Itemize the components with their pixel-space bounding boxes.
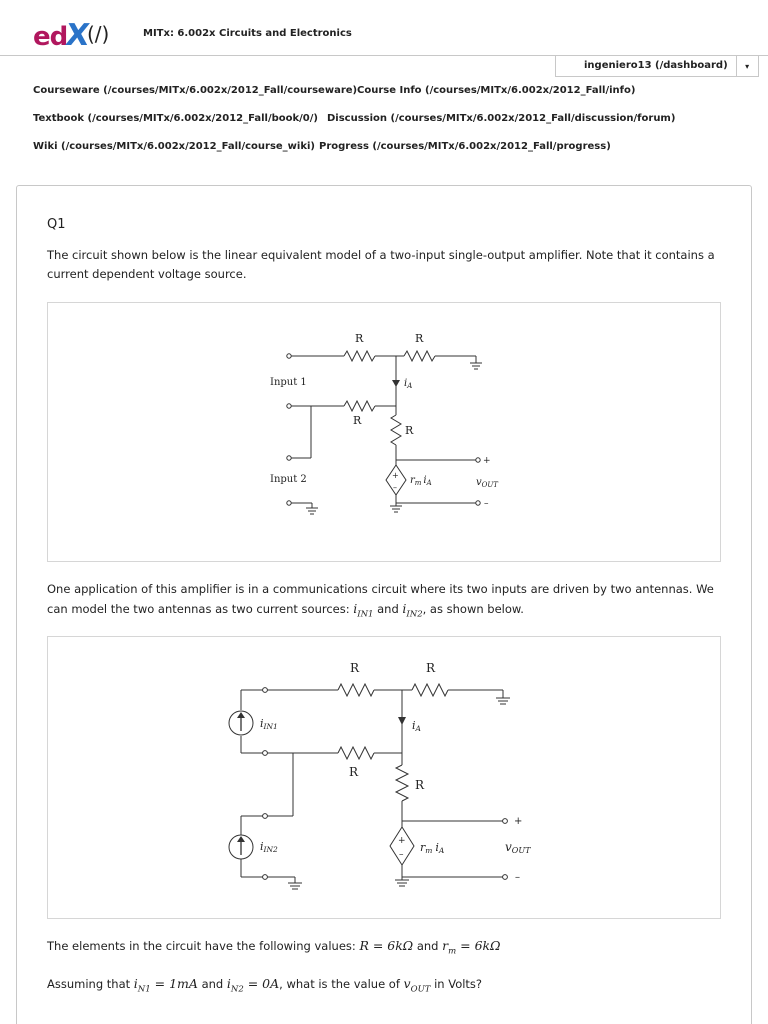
svg-text:rmiA: [410, 475, 432, 487]
antenna-paragraph: [47, 580, 727, 625]
label-r-top-right: R: [415, 332, 424, 345]
label-r-mid: R: [349, 765, 359, 779]
label-input-1: Input 1: [270, 377, 307, 388]
label-r-vertical: R: [415, 778, 425, 792]
label-rm: r: [410, 475, 415, 486]
svg-text:vOUT: [476, 477, 499, 489]
values-paragraph: [47, 936, 727, 962]
math-in2-sub: IN2: [406, 609, 423, 620]
site-header: [0, 0, 768, 56]
label-ia-sub: A: [415, 724, 421, 733]
label-vout: v: [505, 840, 512, 854]
source-plus: +: [398, 836, 406, 846]
problem-intro: The circuit shown below is the linear equivalent model of a two-input single-output amplifier. Note that it contains a current dependent voltage source.: [47, 248, 715, 281]
label-rm-i-sub: A: [438, 846, 445, 855]
math-q-in1: [133, 976, 198, 995]
math-rm-sub: m: [448, 946, 457, 957]
label-vout-sub: OUT: [511, 846, 531, 855]
label-minus: –: [484, 499, 489, 509]
logo-glyph-e: e: [33, 22, 50, 52]
antenna-text-and: and: [373, 602, 403, 616]
math-q-in1-base: i: [133, 976, 138, 991]
svg-text:iIN1: [260, 717, 278, 731]
label-ia: i: [404, 378, 408, 389]
svg-text:vOUT: [505, 840, 531, 855]
label-ia-sub: A: [407, 382, 413, 390]
problem-title: Q1: [47, 217, 66, 232]
math-q-in2-base: i: [226, 976, 231, 991]
antenna-text-post: , as shown below.: [422, 602, 524, 616]
label-r-mid: R: [353, 414, 362, 427]
label-in2-sub: IN2: [263, 845, 278, 854]
math-in2: [402, 601, 423, 620]
nav-courseware[interactable]: Courseware (/courses/MITx/6.002x/2012_Fall/courseware): [33, 85, 358, 96]
current-arrow-icon: [398, 717, 406, 725]
question-text-and: and: [197, 977, 227, 991]
math-q-in2: [226, 976, 280, 995]
values-text-pre: The elements in the circuit have the following values:: [47, 939, 360, 953]
nav-textbook[interactable]: Textbook (/courses/MITx/6.002x/2012_Fall/book/0/): [33, 113, 318, 124]
label-ia: i: [412, 719, 416, 732]
math-rm-base: r: [442, 938, 449, 953]
label-vout-sub: OUT: [481, 481, 498, 489]
math-r-value: R = 6kΩ: [359, 938, 414, 953]
math-in1: [353, 601, 374, 620]
user-menu[interactable]: [555, 55, 759, 77]
label-r-top-left: R: [355, 332, 364, 345]
nav-progress[interactable]: Progress (/courses/MITx/6.002x/2012_Fall/progress): [319, 141, 611, 152]
label-in1-sub: IN1: [263, 722, 278, 731]
dashboard-link[interactable]: ingeniero13 (/dashboard): [584, 60, 728, 71]
svg-text:iA: [412, 719, 422, 733]
svg-text:iA: [404, 378, 412, 390]
edx-logo[interactable]: [33, 18, 92, 53]
label-rm-i: i: [435, 841, 439, 854]
logo-glyph-d: d: [49, 22, 67, 52]
source-minus: –: [393, 483, 397, 492]
math-rm-eq: = 6kΩ: [456, 938, 501, 953]
svg-text:rmiA: [420, 841, 445, 855]
svg-text:iIN2: [260, 840, 278, 854]
nav-wiki[interactable]: Wiki (/courses/MITx/6.002x/2012_Fall/course_wiki): [33, 141, 315, 152]
label-minus: –: [515, 872, 520, 883]
math-in2-base: i: [402, 601, 407, 616]
current-arrow-icon: [392, 380, 400, 387]
course-title: MITx: 6.002x Circuits and Electronics: [143, 28, 352, 39]
circuit-figure-1: [47, 302, 721, 562]
label-plus: +: [483, 456, 491, 466]
math-q-in1-sub: N1: [137, 984, 151, 995]
math-vout-sub: OUT: [410, 984, 431, 995]
math-vout-base: v: [403, 976, 411, 991]
source-plus: +: [392, 471, 399, 480]
circuit-diagram-1: [48, 303, 720, 561]
logo-glyph-x: X: [63, 18, 92, 53]
values-text-and: and: [413, 939, 443, 953]
math-q-in2-sub: N2: [230, 984, 244, 995]
label-in1: i: [260, 717, 264, 730]
label-rm-i-sub: A: [426, 479, 432, 487]
label-plus: +: [514, 816, 523, 827]
question-paragraph: [47, 974, 727, 1000]
nav-course-info[interactable]: Course Info (/courses/MITx/6.002x/2012_Fall/info): [357, 85, 636, 96]
home-link[interactable]: (/): [87, 22, 110, 46]
nav-discussion[interactable]: Discussion (/courses/MITx/6.002x/2012_Fall/discussion/forum): [327, 113, 676, 124]
label-r-top-left: R: [350, 661, 360, 675]
label-r-top-right: R: [426, 661, 436, 675]
antenna-text-pre: One application of this amplifier is in a communications circuit where its two inputs are driven by two antennas. We can model the two antennas as two current sources:: [47, 582, 714, 616]
label-r-vertical: R: [405, 424, 414, 437]
question-text-post: in Volts?: [430, 977, 483, 991]
circuit-diagram-2: [48, 637, 720, 918]
math-in1-base: i: [353, 601, 358, 616]
math-q-in2-eq: = 0A: [243, 976, 280, 991]
math-vout: [403, 976, 431, 995]
label-rm-sub: m: [414, 479, 422, 487]
problem-panel: [16, 185, 752, 1024]
source-minus: –: [399, 850, 404, 860]
caret-down-icon[interactable]: ▾: [736, 56, 758, 76]
math-q-in1-eq: = 1mA: [150, 976, 198, 991]
label-in2: i: [260, 840, 264, 853]
circuit-figure-2: [47, 636, 721, 919]
label-input-2: Input 2: [270, 474, 307, 485]
math-rm-value: [442, 938, 501, 957]
label-rm-sub: m: [425, 846, 433, 855]
label-rm: r: [420, 841, 426, 854]
math-in1-sub: IN1: [357, 609, 374, 620]
label-rm-i: i: [423, 475, 427, 486]
label-vout: v: [476, 477, 482, 488]
question-text-mid: , what is the value of: [279, 977, 404, 991]
question-text-pre: Assuming that: [47, 977, 134, 991]
